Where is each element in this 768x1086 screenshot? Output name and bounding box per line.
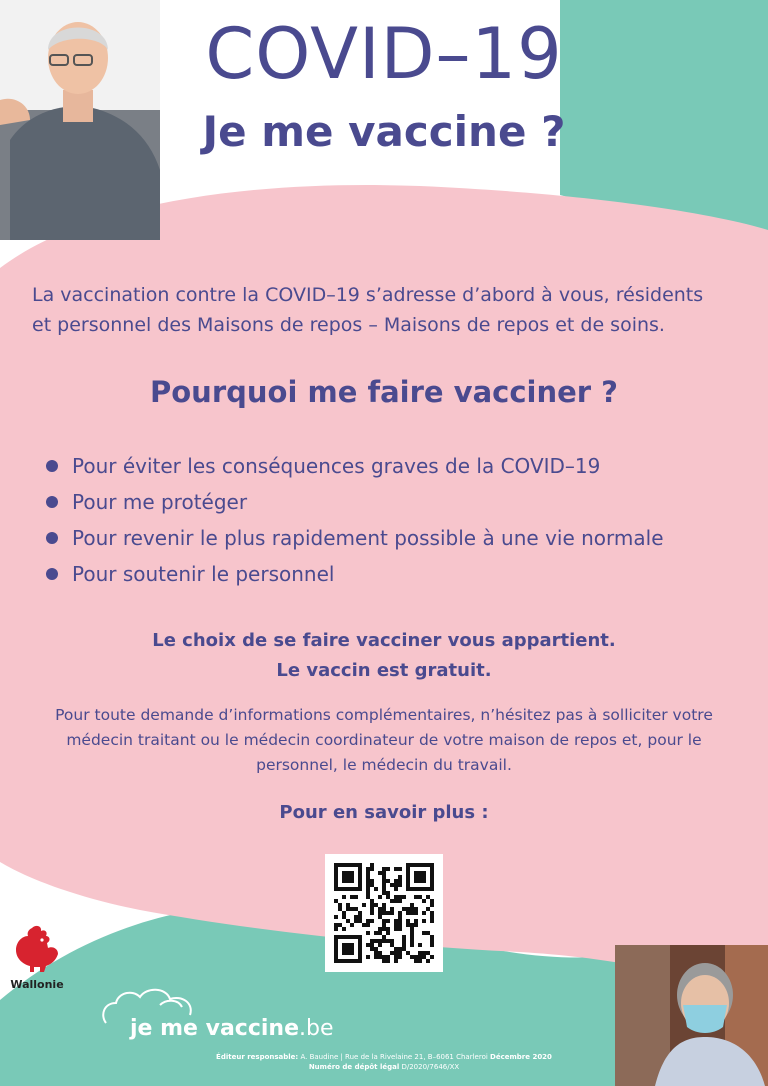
- intro-paragraph: [32, 280, 752, 340]
- editor-label: Éditeur responsable:: [216, 1053, 299, 1061]
- learn-more-label: Pour en savoir plus :: [279, 802, 489, 823]
- choice-line-2: Le vaccin est gratuit.: [276, 660, 492, 681]
- bullet-icon: [46, 460, 58, 472]
- info-line-1: Pour toute demande d’informations complémentaires, n’hésitez pas à solliciter votre: [55, 706, 713, 724]
- page-title: COVID–19: [205, 13, 563, 95]
- footer-line-1: [0, 1052, 768, 1062]
- deposit-label: Numéro de dépôt légal: [308, 1063, 400, 1071]
- brand-main: je me vaccine: [130, 1016, 300, 1041]
- choice-statement: [0, 626, 768, 686]
- reasons-list: [46, 448, 746, 592]
- footer-date: Décembre 2020: [490, 1053, 552, 1061]
- brand-text: [130, 1016, 334, 1041]
- deposit-text: D/2020/7646/XX: [401, 1063, 460, 1071]
- reason-text: Pour soutenir le personnel: [72, 562, 335, 586]
- bullet-icon: [46, 496, 58, 508]
- bullet-icon: [46, 532, 58, 544]
- list-item: [46, 556, 746, 592]
- info-paragraph: [30, 703, 738, 778]
- reason-text: Pour me protéger: [72, 490, 248, 514]
- why-heading: Pourquoi me faire vacciner ?: [150, 375, 618, 409]
- reason-text: Pour éviter les conséquences graves de la COVID–19: [72, 454, 601, 478]
- info-line-2: médecin traitant ou le médecin coordinateur de votre maison de repos et, pour le: [66, 731, 702, 749]
- intro-line-1: La vaccination contre la COVID–19 s’adresse d’abord à vous, résidents: [32, 284, 704, 306]
- editor-text: A. Baudine | Rue de la Rivelaine 21, B–6061 Charleroi: [300, 1053, 488, 1061]
- list-item: [46, 520, 746, 556]
- info-line-3: personnel, le médecin du travail.: [256, 756, 512, 774]
- footer-line-2: [0, 1062, 768, 1072]
- bullet-icon: [46, 568, 58, 580]
- reason-text: Pour revenir le plus rapidement possible à une vie normale: [72, 526, 664, 550]
- qr-code[interactable]: [325, 854, 443, 972]
- wallonie-logo: [8, 924, 66, 991]
- intro-line-2: et personnel des Maisons de repos – Maisons de repos et de soins.: [32, 314, 665, 336]
- wallonie-label: Wallonie: [10, 978, 64, 991]
- brand-logo: [100, 985, 334, 1045]
- footer-legal: [0, 1052, 768, 1072]
- list-item: [46, 448, 746, 484]
- choice-line-1: Le choix de se faire vacciner vous appartient.: [152, 630, 616, 651]
- brand-tld: .be: [299, 1016, 334, 1041]
- list-item: [46, 484, 746, 520]
- rooster-icon: [14, 924, 60, 976]
- page-subtitle: Je me vaccine ?: [202, 107, 566, 156]
